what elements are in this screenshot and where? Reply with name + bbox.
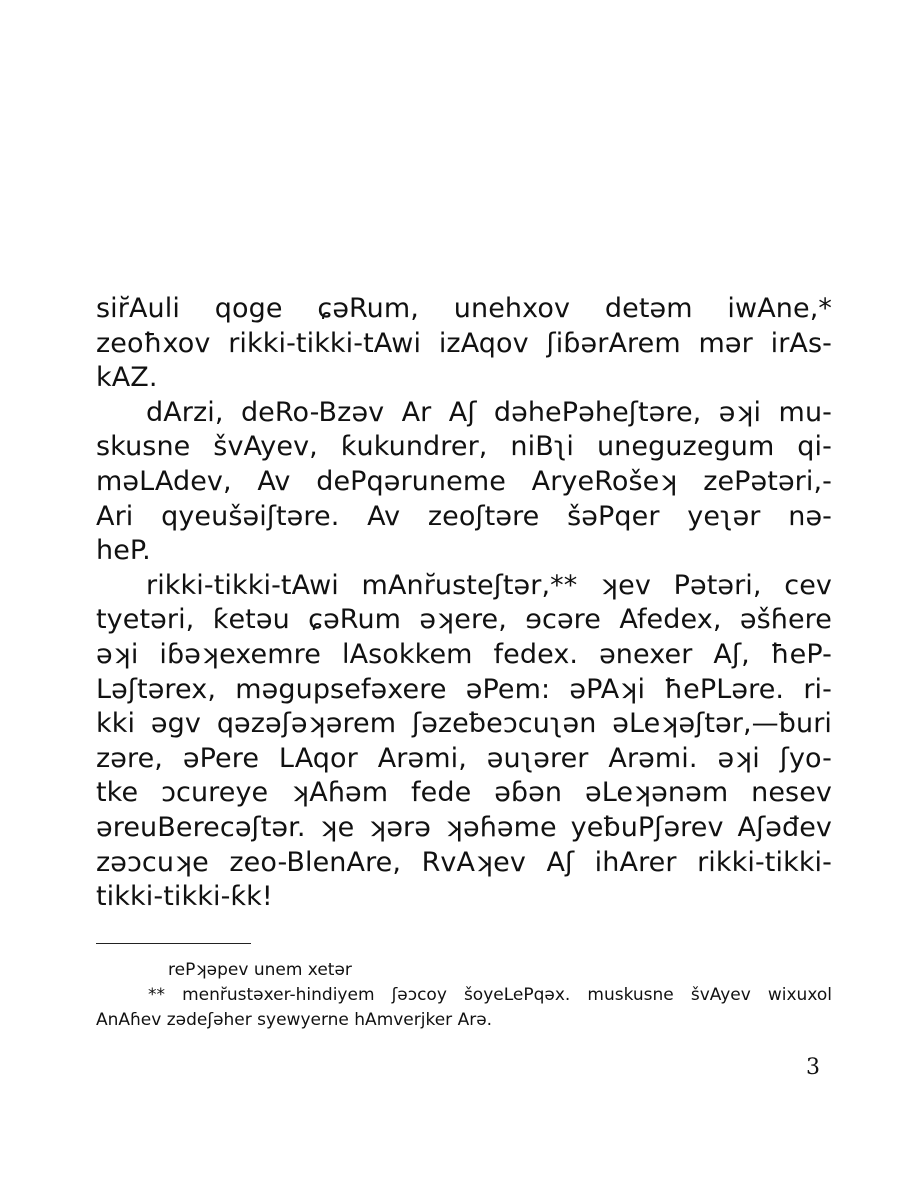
- paragraph-start-line: dArzi, deRo-Bzəv Ar Aʃ dəhePəheʃtəre, əʞi mu-: [146, 396, 832, 428]
- text-line: skusne švAyev, ƙukundrer, niBʅi uneguzegum qi-: [96, 431, 832, 463]
- text-line: tke ɔcureye ʞAɦəm fede əɓən əLeʞənəm nesev: [96, 777, 832, 809]
- text-line: Ari qyeušəiʃtəre. Av zeoʃtəre šəPqer yeʅər nə-: [96, 500, 832, 532]
- text-line: Ləʃtərex, məgupsefəxere əPem: əPAʞi ħePLəre. ri-: [96, 673, 832, 705]
- text-line: məLAdev, Av dePqəruneme AryeRošeʞ zePətəri,-: [96, 465, 832, 497]
- text-line: zeoħxov rikki-tikki-tAwi izAqov ʃiɓərArem mər irAs-: [96, 327, 832, 359]
- footnotes: [96, 958, 832, 1033]
- footnote-1: rePʞəpev unem xetər: [168, 960, 352, 980]
- paragraph-start-line: rikki-tikki-tAwi mAnr̆usteʃtər,** ʞev Pətəri, cev: [146, 569, 832, 601]
- text-line: zəre, əPere LAqor Arəmi, əuʅərer Arəmi. əʞi ʃyo-: [96, 742, 832, 774]
- text-line: tyetəri, ƙetəu ɕəRum əʞere, ɘcəre Afedex, əšɦere: [96, 604, 832, 636]
- footnote-divider: [96, 943, 251, 944]
- footnote-2: ** menr̆ustəxer-hindiyem ʃəɔcoy šoyeLePqəx. muskusne švAyev wixuxol: [148, 985, 832, 1005]
- text-line: tikki-tikki-ƙk!: [96, 881, 273, 913]
- text-line: sir̆Auli qoge ɕəRum, unehxov detəm iwAne,*: [96, 293, 832, 324]
- text-line: kAZ.: [96, 362, 158, 394]
- text-line: kki əgv qəzəʃəʞərem ʃəzeƀeɔcuʅən əLeʞəʃtər,—ƀuri: [96, 708, 832, 740]
- text-line: zəɔcuʞe zeo-BlenAre, RvAʞev Aʃ ihArer rikki-tikki-: [96, 846, 832, 878]
- text-line: heP.: [96, 535, 151, 567]
- footnote-2-continued: AnAɦev zədeʃəher syewyerne hAmverjker Arə.: [96, 1010, 493, 1030]
- text-line: əreuBerecəʃtər. ʞe ʞərə ʞəɦəme yeƀuPʃərev Aʃəđev: [96, 811, 832, 843]
- page-number: 3: [806, 1055, 820, 1080]
- body-text: [96, 292, 832, 915]
- text-line: əʞi iɓəʞexemre lAsokkem fedex. ənexer Aʃ, ħeP-: [96, 638, 832, 670]
